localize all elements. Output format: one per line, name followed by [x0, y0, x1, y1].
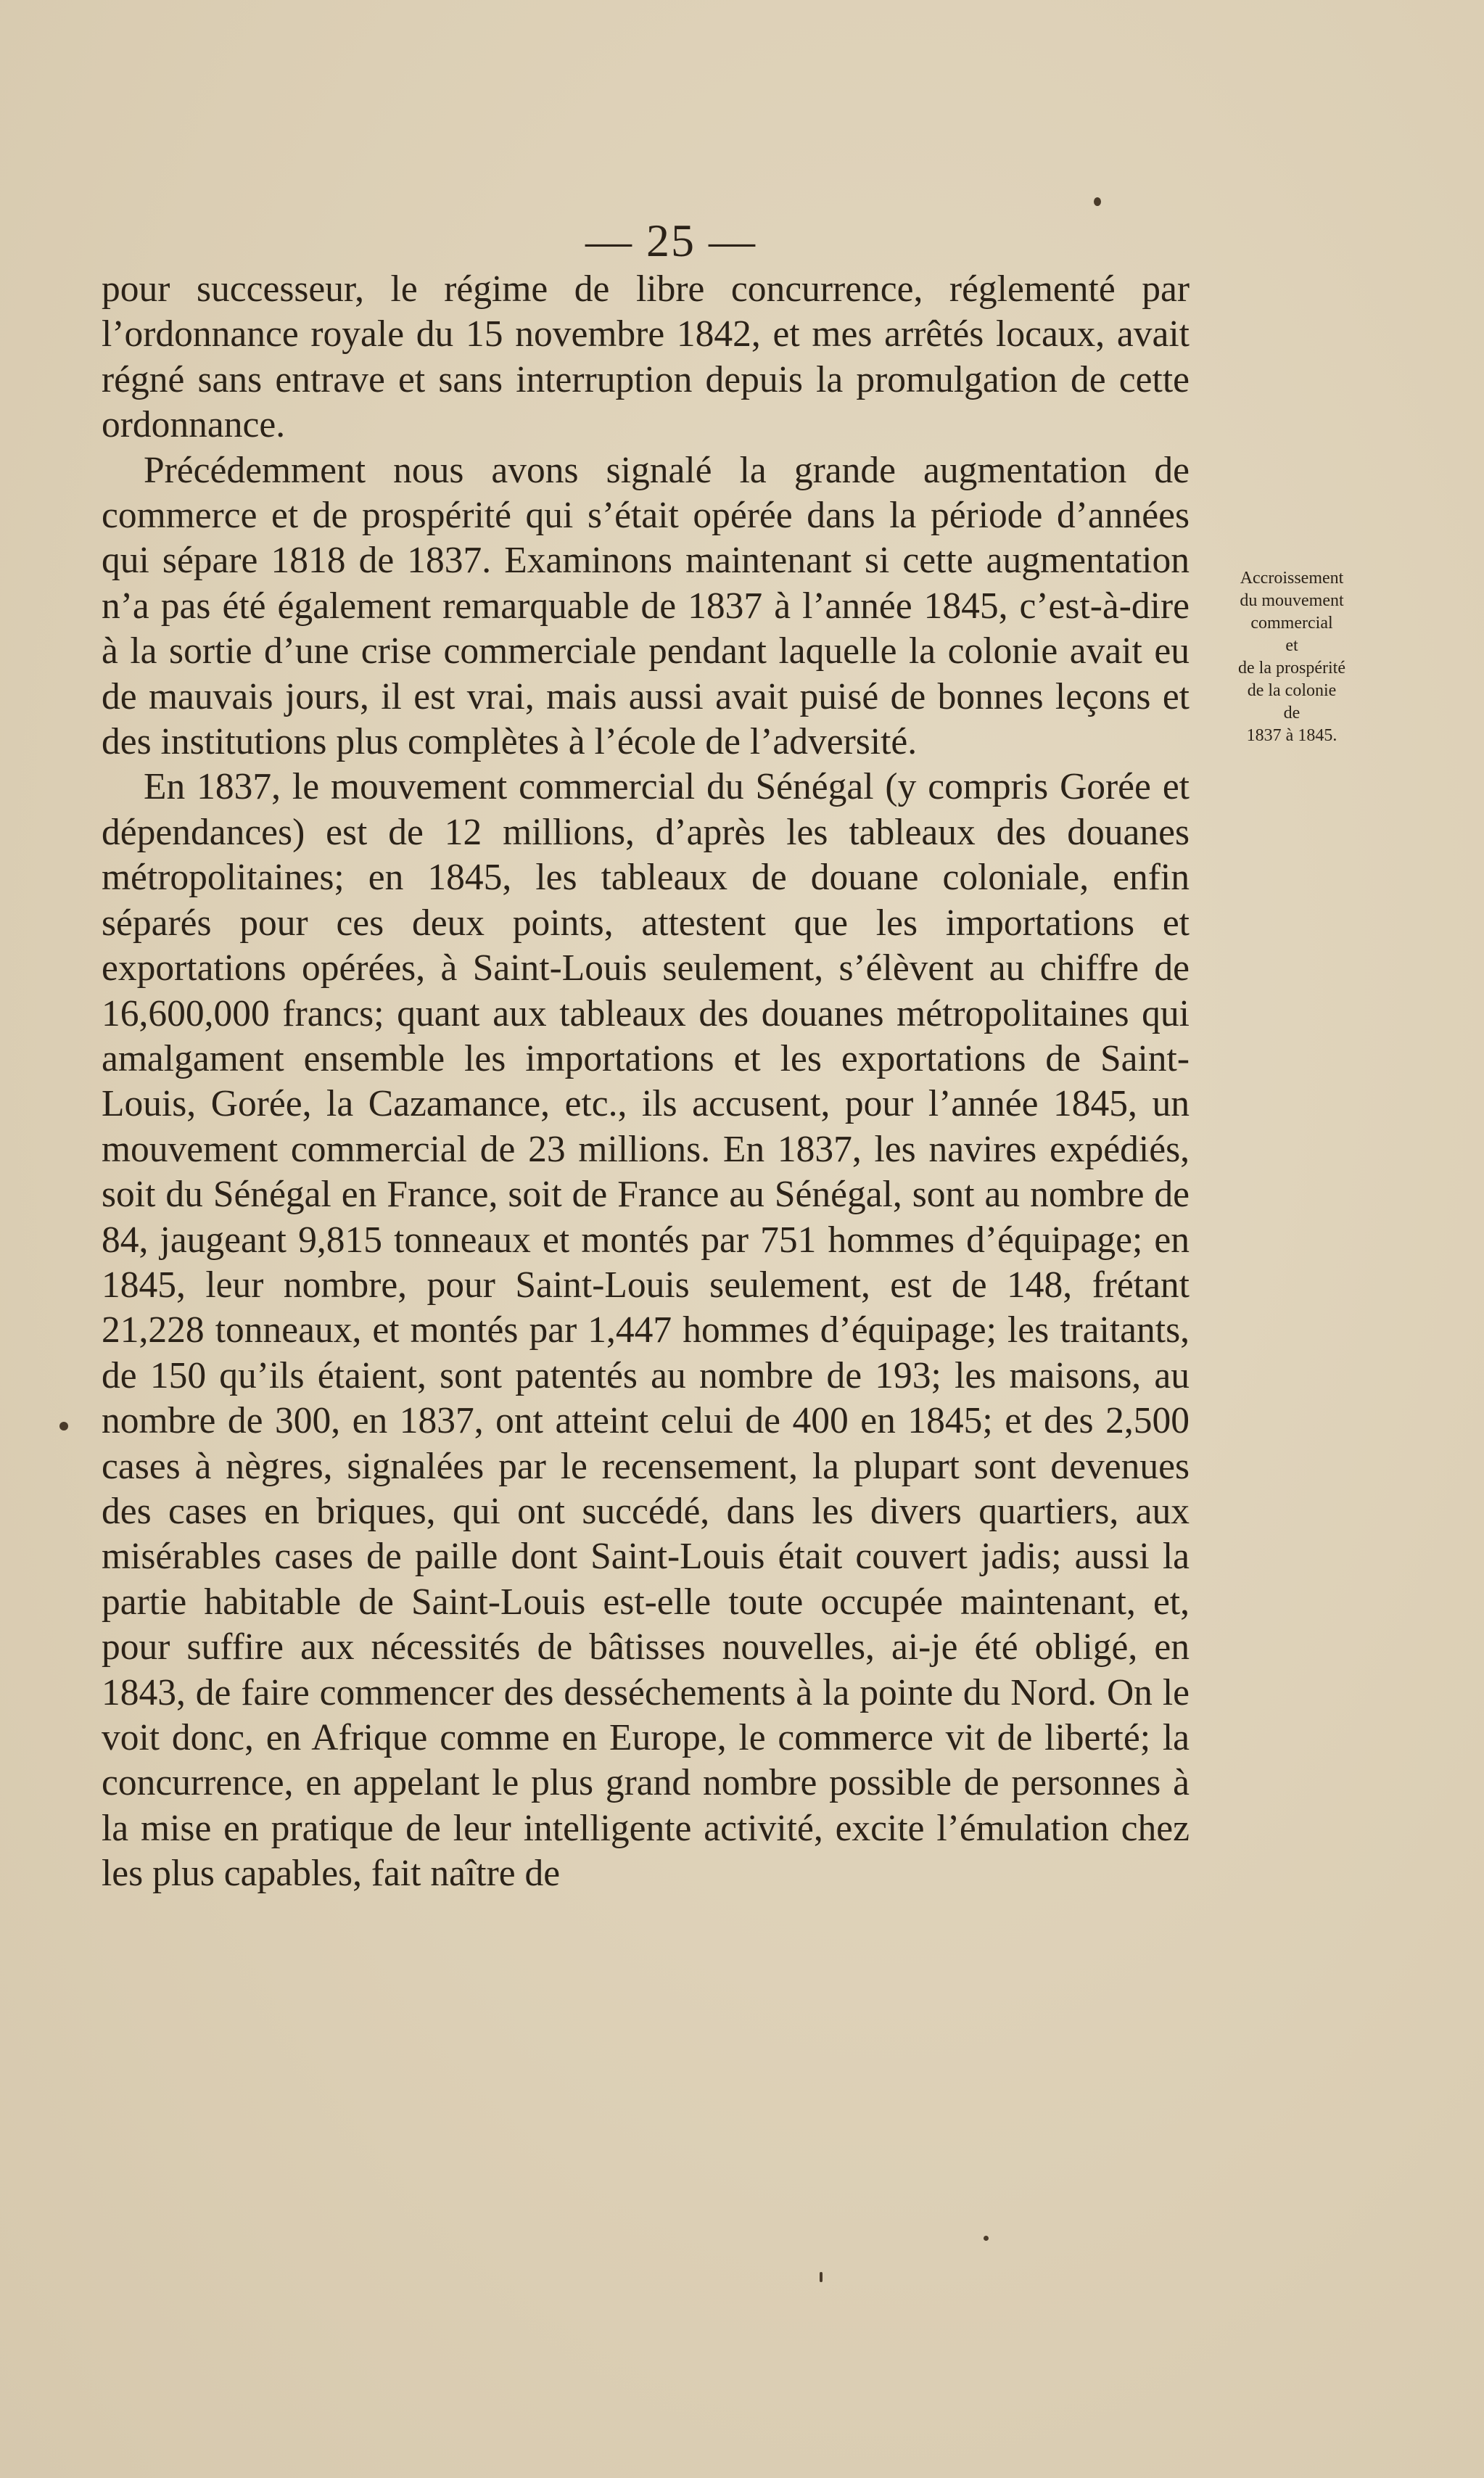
margin-note-line-8: 1837 à 1845.: [1246, 726, 1337, 745]
paragraph-2: Précédemment nous avons signalé la grande augmentation de commerce et de prospérité qui s’était opérée dans la période d’années qui sépare 1818 de 1837. Examinons maintenant si cette augmentation n’a pas été également remarquable de 1837 à l’année 1845, c’est-à-dire à la sortie d’une crise commerciale pendant laquelle la colonie avait eu de mauvais jours, il est vrai, mais aussi avait puisé de bonnes leçons et des institutions plus complètes à l’école de l’adversité.: [102, 449, 1190, 763]
paper-speck: [59, 1422, 68, 1431]
page-number: — 25 —: [585, 215, 757, 266]
margin-note-line-5: de la prospérité: [1238, 659, 1345, 678]
paper-speck: [820, 2272, 823, 2282]
margin-note-line-1: Accroissement: [1240, 569, 1344, 588]
margin-note-line-3: commercial: [1250, 614, 1333, 633]
margin-note-line-6: de la colonie: [1247, 681, 1337, 700]
paper-speck: [1094, 197, 1101, 206]
margin-note-line-4: et: [1285, 636, 1298, 655]
paragraph-1: pour successeur, le régime de libre concurrence, réglementé par l’ordonnance royale du 15 novembre 1842, et mes arrêtés locaux, avait régné sans entrave et sans interruption depuis la promulgation de cette ordonnance.: [102, 268, 1190, 446]
body-text: [102, 267, 1190, 1897]
margin-note: [1197, 567, 1387, 747]
margin-note-line-7: de: [1283, 704, 1300, 723]
paper-speck: [984, 2236, 989, 2241]
margin-note-line-2: du mouvement: [1240, 591, 1344, 610]
paragraph-3: En 1837, le mouvement commercial du Sénégal (y compris Gorée et dépendances) est de 12 millions, d’après les tableaux des douanes métropolitaines; en 1845, les tableaux de douane coloniale, enfin séparés pour ces deux points, attestent que les importations et exportations opérées, à Saint-Louis seulement, s’élèvent au chiffre de 16,600,000 francs; quant aux tableaux des douanes métropolitaines qui amalgament ensemble les importations et les exportations de Saint-Louis, Gorée, la Cazamance, etc., ils accusent, pour l’année 1845, un mouvement commercial de 23 millions. En 1837, les navires expédiés, soit du Sénégal en France, soit de France au Sénégal, sont au nombre de 84, jaugeant 9,815 tonneaux et montés par 751 hommes d’équipage; en 1845, leur nombre, pour Saint-Louis seulement, est de 148, frétant 21,228 tonneaux, et montés par 1,447 hommes d’équipage; les traitants, de 150 qu’ils étaient, sont patentés au nombre de 193; les maisons, au nombre de 300, en 1837, ont atteint celui de 400 en 1845; et des 2,500 cases à nègres, signalées par le recensement, la plupart sont devenues des cases en briques, qui ont succédé, dans les divers quartiers, aux misérables cases de paille dont Saint-Louis était couvert jadis; aussi la partie habitable de Saint-Louis est-elle toute occupée maintenant, et, pour suffire aux nécessités de bâtisses nouvelles, ai-je été obligé, en 1843, de faire commencer des desséchements à la pointe du Nord. On le voit donc, en Afrique comme en Europe, le commerce vit de liberté; la concurrence, en appelant le plus grand nombre possible de personnes à la mise en pratique de leur intelligente activité, excite l’émulation chez les plus capables, fait naître de: [102, 766, 1190, 1895]
